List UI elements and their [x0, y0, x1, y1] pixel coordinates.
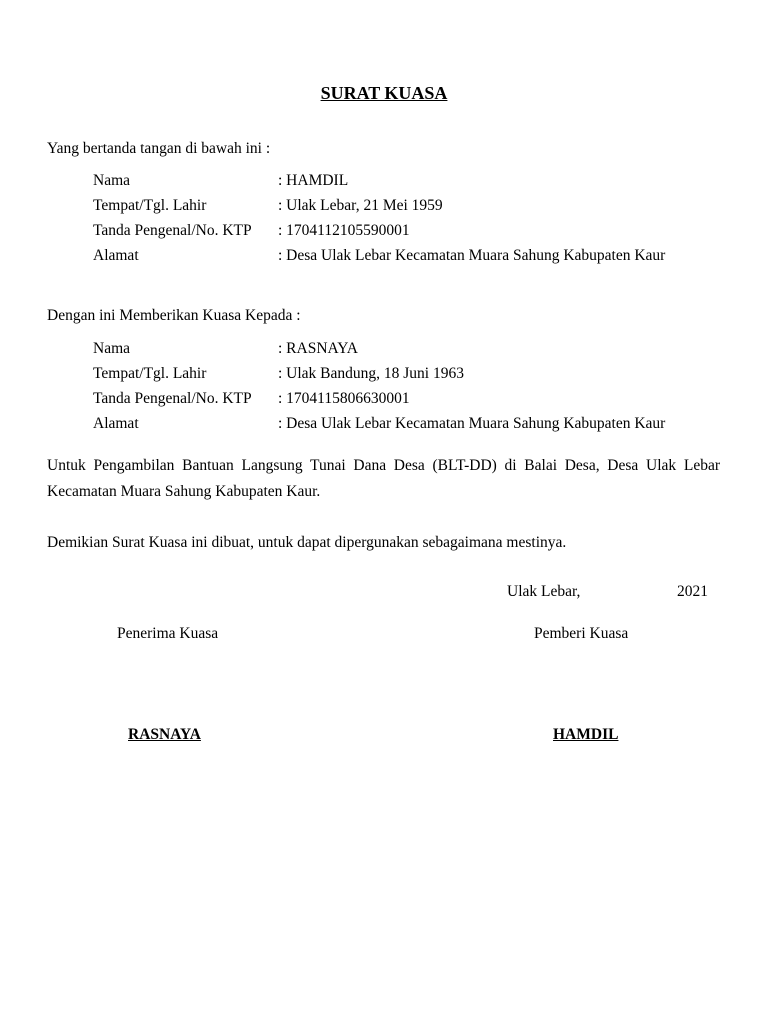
- field-value: : Desa Ulak Lebar Kecamatan Muara Sahung Kabupaten Kaur: [278, 247, 666, 264]
- grantor-row-birth: [93, 193, 665, 218]
- receiver-label: Penerima Kuasa: [117, 625, 219, 642]
- field-value: : HAMDIL: [278, 172, 349, 189]
- grantee-intro: Dengan ini Memberikan Kuasa Kepada :: [47, 307, 301, 324]
- grantee-row-id: [93, 386, 665, 411]
- place-label: Ulak Lebar,: [507, 583, 581, 600]
- giver-name: HAMDIL: [553, 726, 619, 743]
- giver-label: Pemberi Kuasa: [534, 625, 629, 642]
- grantee-row-address: [93, 411, 665, 436]
- document-title: SURAT KUASA: [320, 83, 448, 103]
- field-value: : 1704115806630001: [278, 390, 410, 407]
- field-value: : Ulak Bandung, 18 Juni 1963: [278, 365, 464, 382]
- grantor-intro: Yang bertanda tangan di bawah ini :: [47, 140, 271, 157]
- field-value: : 1704112105590001: [278, 222, 410, 239]
- closing-statement: Demikian Surat Kuasa ini dibuat, untuk dapat dipergunakan sebagaimana mestinya.: [47, 534, 567, 551]
- field-label: Tempat/Tgl. Lahir: [93, 365, 207, 382]
- purpose-paragraph: Untuk Pengambilan Bantuan Langsung Tunai Dana Desa (BLT-DD) di Balai Desa, Desa Ulak Lebar Kecamatan Muara Sahung Kabupaten Kaur.: [47, 457, 720, 500]
- grantee-row-birth: [93, 361, 665, 386]
- field-label: Nama: [93, 172, 131, 189]
- field-value: : RASNAYA: [278, 340, 358, 357]
- field-label: Tanda Pengenal/No. KTP: [93, 390, 252, 407]
- grantee-row-name: [93, 336, 665, 361]
- grantor-details: [93, 168, 665, 268]
- field-label: Alamat: [93, 247, 139, 264]
- field-label: Tempat/Tgl. Lahir: [93, 197, 207, 214]
- grantor-row-id: [93, 218, 665, 243]
- grantee-details: [93, 336, 665, 436]
- field-label: Nama: [93, 340, 131, 357]
- field-value: : Ulak Lebar, 21 Mei 1959: [278, 197, 443, 214]
- grantor-row-address: [93, 243, 665, 268]
- field-label: Tanda Pengenal/No. KTP: [93, 222, 252, 239]
- receiver-name: RASNAYA: [128, 726, 201, 743]
- grantor-row-name: [93, 168, 665, 193]
- year-label: 2021: [677, 583, 708, 600]
- field-label: Alamat: [93, 415, 139, 432]
- field-value: : Desa Ulak Lebar Kecamatan Muara Sahung Kabupaten Kaur: [278, 415, 666, 432]
